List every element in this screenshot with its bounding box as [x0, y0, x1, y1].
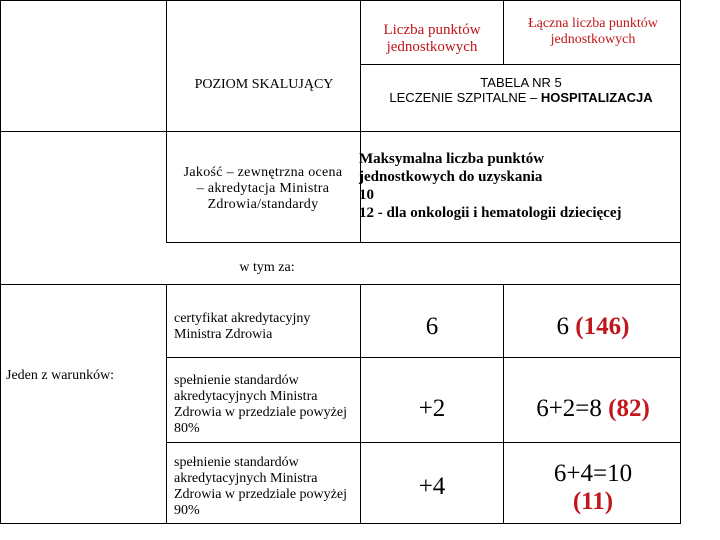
- row-3-total: [506, 458, 680, 518]
- max-points-description: [359, 150, 681, 226]
- table-subtitle: LECZENIE SZPITALNE – HOSPITALIZACJA: [389, 90, 653, 105]
- row-2-count: (82): [608, 395, 650, 422]
- scale-level-label: POZIOM SKALUJĄCY: [194, 77, 334, 92]
- quality-criterion-label: Jakość – zewnętrzna ocena – akredytacja Ministra Zdrowia/standardy: [183, 165, 343, 212]
- rule-row1-bottom: [166, 357, 680, 358]
- criterion-standards-80: spełnienie standardów akredytacyjnych Ministra Zdrowia w przedziale powyżej 80%: [174, 373, 347, 436]
- border-right: [680, 0, 681, 523]
- points-column-header: Liczba punktów jednostkowych: [383, 22, 481, 55]
- including-label: w tym za:: [239, 260, 295, 275]
- row-1-total-value: 6: [556, 313, 570, 340]
- rule-col3-header: [503, 0, 504, 64]
- row-3-total-value: 6+4=10: [553, 460, 633, 487]
- total-points-column-header: Łączna liczba punktów jednostkowych: [528, 16, 658, 47]
- criterion-certificate: certyfikat akredytacyjny Ministra Zdrowia: [174, 311, 311, 342]
- rule-including-bottom: [0, 284, 681, 285]
- table-subtitle-emphasis: HOSPITALIZACJA: [540, 90, 653, 105]
- border-left: [0, 0, 1, 523]
- rule-col2-bottom: [360, 284, 361, 523]
- row-2-total-value: 6+2=8: [536, 395, 602, 422]
- rule-col3-rows: [503, 284, 504, 523]
- rule-scale-bottom: [0, 131, 681, 132]
- row-3-count: (11): [572, 488, 614, 515]
- table-heading: [362, 70, 680, 110]
- row-3-points: +4: [418, 473, 446, 500]
- rule-quality-bottom: [166, 242, 680, 243]
- row-1-total: [506, 310, 680, 344]
- criterion-standards-90: spełnienie standardów akredytacyjnych Ministra Zdrowia w przedziale powyżej 90%: [174, 455, 347, 518]
- row-1-count: (146): [575, 313, 630, 340]
- max-points-line-4: 12 - dla onkologii i hematologii dziecięcej: [359, 205, 622, 221]
- border-top: [0, 0, 681, 1]
- max-points-line-2: jednostkowych do uzyskania: [359, 169, 543, 185]
- row-2-total: [506, 392, 680, 426]
- row-2-points: +2: [418, 395, 446, 422]
- table-number: TABELA NR 5: [480, 75, 562, 90]
- max-points-line-3: 10: [359, 187, 374, 203]
- border-bottom: [0, 523, 681, 524]
- max-points-line-1: Maksymalna liczba punktów: [359, 151, 545, 167]
- rule-col1-top: [166, 0, 167, 242]
- rule-col1-bottom: [166, 284, 167, 523]
- row-1-points: 6: [425, 313, 439, 340]
- rule-header-bottom: [360, 64, 680, 65]
- rule-row2-bottom: [166, 442, 680, 443]
- condition-label: Jeden z warunków:: [6, 368, 115, 383]
